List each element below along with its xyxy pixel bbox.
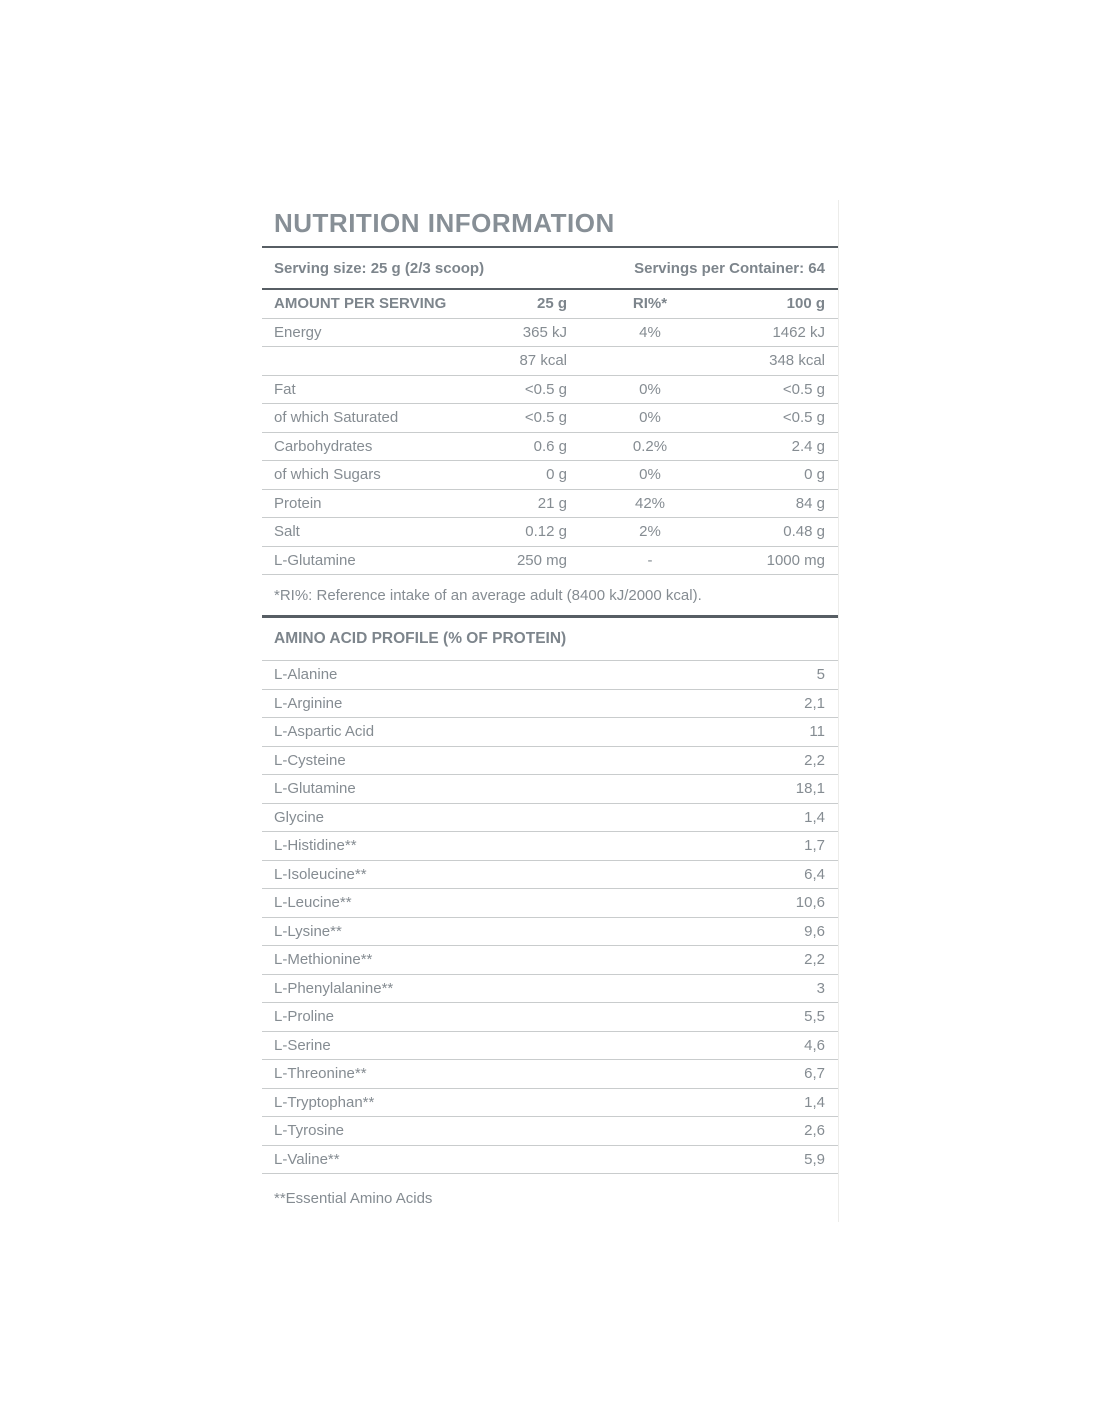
table-row	[262, 319, 838, 348]
amino-acid-value: 11	[809, 723, 825, 741]
amino-acid-name: L-Alanine	[274, 666, 338, 684]
nutrient-ri-value: 0.2%	[632, 437, 668, 455]
nutrient-ri-value: -	[647, 551, 653, 569]
nutrient-per-100g-value: 1462 kJ	[772, 323, 825, 341]
amino-acid-name: L-Aspartic Acid	[274, 723, 375, 741]
nutrient-ri-value: 4%	[639, 323, 661, 341]
table-row	[262, 490, 838, 519]
amino-acid-row	[262, 1089, 838, 1118]
amino-acid-name: L-Leucine**	[274, 894, 352, 912]
amino-acid-value: 5,9	[804, 1150, 825, 1168]
amino-acid-value: 6,4	[804, 865, 825, 883]
amino-acid-row	[262, 1146, 838, 1175]
amount-table	[262, 290, 838, 618]
ri-column-header: RI%*	[632, 295, 668, 313]
nutrient-per-serving-value: 365 kJ	[522, 323, 567, 341]
amino-acid-table-body	[262, 661, 838, 1174]
nutrient-per-serving-value: <0.5 g	[524, 380, 567, 398]
amino-acid-row	[262, 946, 838, 975]
table-row	[262, 376, 838, 405]
nutrient-per-100g-value: <0.5 g	[782, 409, 825, 427]
table-row	[262, 433, 838, 462]
nutrient-per-100g-value: 2.4 g	[791, 437, 825, 455]
amount-table-body	[262, 319, 838, 576]
nutrient-per-serving-value: 21 g	[537, 494, 567, 512]
amino-acid-row	[262, 861, 838, 890]
nutrient-ri-value: 0%	[639, 409, 661, 427]
amino-acid-value: 2,2	[804, 951, 825, 969]
nutrient-name: Salt	[274, 523, 300, 541]
amino-acid-name: L-Methionine**	[274, 951, 373, 969]
nutrient-ri-value: 0%	[639, 466, 661, 484]
amino-acid-row	[262, 775, 838, 804]
amino-acid-name: L-Tyrosine	[274, 1122, 345, 1140]
amino-acid-name: L-Proline	[274, 1008, 335, 1026]
amino-acid-row	[262, 832, 838, 861]
amino-acid-name: L-Glutamine	[274, 780, 356, 798]
amino-acid-value: 1,7	[804, 837, 825, 855]
amount-table-header-row	[262, 290, 838, 319]
amino-acid-row	[262, 1032, 838, 1061]
nutrient-per-100g-value: <0.5 g	[782, 380, 825, 398]
nutrient-ri-value: 0%	[639, 380, 661, 398]
amino-acid-name: L-Cysteine	[274, 751, 346, 769]
nutrient-per-100g-value: 1000 mg	[766, 551, 825, 569]
amino-acid-row	[262, 918, 838, 947]
amino-acid-name: L-Lysine**	[274, 922, 342, 940]
amino-acid-value: 10,6	[795, 894, 825, 912]
amino-acid-name: Glycine	[274, 808, 325, 826]
amino-acid-row	[262, 718, 838, 747]
nutrient-name: L-Glutamine	[274, 551, 356, 569]
serving-size-label: Serving size: 25 g (2/3 scoop)	[274, 259, 485, 277]
amino-acid-value: 5,5	[804, 1008, 825, 1026]
amino-acid-value: 4,6	[804, 1036, 825, 1054]
nutrient-per-serving-value: <0.5 g	[524, 409, 567, 427]
amount-per-serving-header: AMOUNT PER SERVING	[274, 295, 447, 313]
nutrient-per-100g-value: 348 kcal	[769, 352, 825, 370]
serving-row	[262, 248, 838, 290]
nutrient-per-100g-value: 0 g	[804, 466, 825, 484]
essential-amino-acids-footnote: **Essential Amino Acids	[274, 1190, 433, 1207]
amino-acid-name: L-Serine	[274, 1036, 331, 1054]
ri-footnote: *RI%: Reference intake of an average adult (8400 kJ/2000 kcal).	[262, 575, 838, 618]
amino-acid-value: 18,1	[795, 780, 825, 798]
amino-acid-row	[262, 1003, 838, 1032]
amino-acid-value: 2,6	[804, 1122, 825, 1140]
amino-acid-profile-header: AMINO ACID PROFILE (% OF PROTEIN)	[262, 618, 838, 661]
table-row	[262, 404, 838, 433]
table-row	[262, 461, 838, 490]
nutrient-per-100g-value: 84 g	[795, 494, 825, 512]
amino-acid-name: L-Tryptophan**	[274, 1093, 375, 1111]
nutrition-title: NUTRITION INFORMATION	[262, 200, 838, 248]
nutrient-ri-value: 42%	[634, 494, 666, 512]
table-row	[262, 547, 838, 576]
amino-acid-name: L-Histidine**	[274, 837, 357, 855]
amino-acid-row	[262, 1117, 838, 1146]
amino-acid-value: 3	[816, 979, 825, 997]
nutrient-per-serving-value: 87 kcal	[519, 352, 567, 370]
amino-acid-value: 6,7	[804, 1065, 825, 1083]
amino-acid-name: L-Threonine**	[274, 1065, 367, 1083]
amino-acid-table	[262, 618, 838, 1207]
amino-acid-value: 9,6	[804, 922, 825, 940]
nutrient-per-serving-value: 0 g	[546, 466, 567, 484]
amino-acid-value: 1,4	[804, 1093, 825, 1111]
nutrient-per-100g-value: 0.48 g	[783, 523, 825, 541]
amino-acid-value: 2,2	[804, 751, 825, 769]
amino-acid-row	[262, 804, 838, 833]
table-row	[262, 518, 838, 547]
amino-acid-value: 1,4	[804, 808, 825, 826]
nutrient-per-serving-value: 0.6 g	[533, 437, 567, 455]
nutrient-name: Carbohydrates	[274, 437, 373, 455]
nutrient-name: of which Saturated	[274, 409, 399, 427]
per-100g-column-header: 100 g	[786, 295, 825, 313]
nutrient-per-serving-value: 0.12 g	[525, 523, 567, 541]
nutrient-name: Fat	[274, 380, 296, 398]
per-serving-column-header: 25 g	[536, 295, 567, 313]
amino-acid-name: L-Isoleucine**	[274, 865, 367, 883]
amino-acid-row	[262, 747, 838, 776]
amino-acid-row	[262, 889, 838, 918]
nutrient-name: of which Sugars	[274, 466, 381, 484]
amino-acid-row	[262, 690, 838, 719]
amino-acid-value: 5	[816, 666, 825, 684]
amino-acid-name: L-Phenylalanine**	[274, 979, 394, 997]
nutrient-name: Protein	[274, 494, 322, 512]
nutrient-name: Energy	[274, 323, 322, 341]
amino-acid-row	[262, 975, 838, 1004]
nutrient-per-serving-value: 250 mg	[516, 551, 567, 569]
servings-per-container-label: Servings per Container: 64	[634, 259, 825, 277]
amino-acid-value: 2,1	[804, 694, 825, 712]
amino-acid-name: L-Valine**	[274, 1150, 340, 1168]
table-row	[262, 347, 838, 376]
amino-acid-row	[262, 1060, 838, 1089]
nutrient-ri-value: 2%	[639, 523, 661, 541]
nutrition-label	[262, 200, 839, 1222]
amino-acid-name: L-Arginine	[274, 694, 343, 712]
amino-acid-row	[262, 661, 838, 690]
